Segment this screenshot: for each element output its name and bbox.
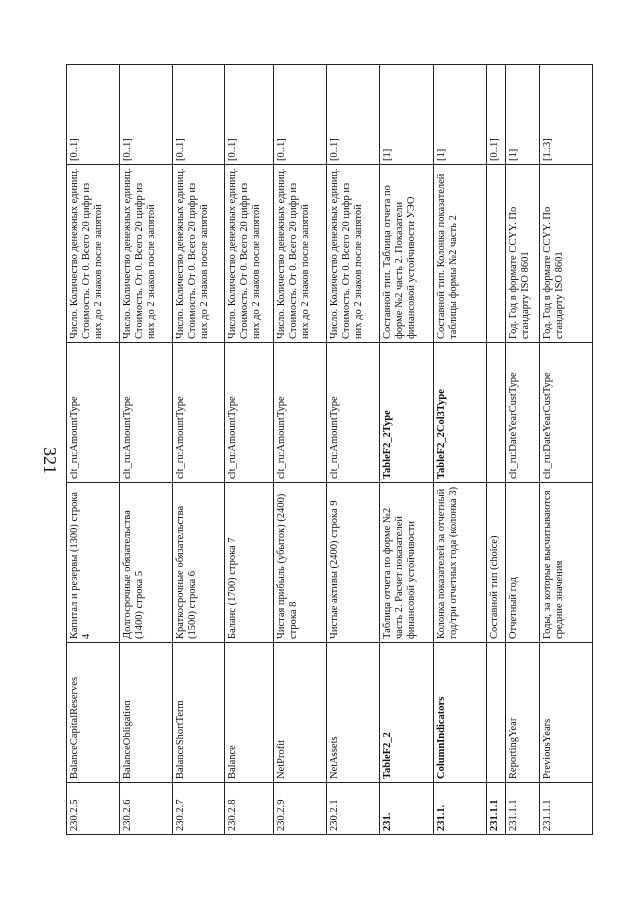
cell-mult: [0..1] [273, 65, 326, 165]
cell-num: 230.2.8 [225, 783, 274, 835]
cell-notes: Число. Количество денежных единиц. Стоимость. От 0. Всего 20 цифр из них до 2 знаков после запятой [326, 165, 379, 343]
table-row [172, 65, 225, 835]
cell-desc: Баланс (1700) строка 7 [225, 483, 274, 643]
cell-mult: [0..1] [225, 65, 274, 165]
cell-desc: Составной тип (choice) [487, 483, 506, 643]
cell-num: 231.1.1 [540, 783, 593, 835]
table-row [119, 65, 172, 835]
cell-notes: Год. Год в формате CCYY. По стандарту ISO 8601 [540, 165, 593, 343]
cell-num: 231.1. [434, 783, 487, 835]
cell-type [487, 343, 506, 483]
cell-field: NetAssets [326, 643, 379, 783]
cell-field: BalanceCapitalReserves [67, 643, 120, 783]
cell-desc: Чистые активы (2400) строка 9 [326, 483, 379, 643]
cell-desc: Колонка показателей за отчетный год/три отчетных года (колонка 3) [434, 483, 487, 643]
table-row [506, 65, 540, 835]
cell-notes: Число. Количество денежных единиц. Стоимость. От 0. Всего 20 цифр из них до 2 знаков после запятой [119, 165, 172, 343]
cell-num: 231.1.1 [487, 783, 506, 835]
cell-type: clt_ru:AmountType [326, 343, 379, 483]
table-row [434, 65, 487, 835]
cell-num: 231.1.1 [506, 783, 540, 835]
cell-field: ReportingYear [506, 643, 540, 783]
page-number: 321 [40, 447, 60, 474]
cell-field: PreviousYears [540, 643, 593, 783]
cell-num: 230.2.9 [273, 783, 326, 835]
cell-mult: [1] [379, 65, 434, 165]
cell-type: TableF2_2Type [379, 343, 434, 483]
cell-field: ColumnIndicators [434, 643, 487, 783]
cell-field: NetProfit [273, 643, 326, 783]
cell-notes: Число. Количество денежных единиц. Стоимость. От 0. Всего 20 цифр из них до 2 знаков после запятой [273, 165, 326, 343]
cell-type: clt_ru:AmountType [273, 343, 326, 483]
cell-field: Balance [225, 643, 274, 783]
cell-desc: Чистая прибыль (убыток) (2400) строка 8 [273, 483, 326, 643]
cell-mult: [0..1] [67, 65, 120, 165]
cell-mult: [0..1] [326, 65, 379, 165]
cell-desc: Долгосрочные обязательства (1400) строка 5 [119, 483, 172, 643]
cell-field: TableF2_2 [379, 643, 434, 783]
cell-num: 231. [379, 783, 434, 835]
cell-type: clt_ru:AmountType [172, 343, 225, 483]
cell-notes: Составной тип. Таблица отчета по форме №2 часть 2. Показатели финансовой устойчивости УЭО [379, 165, 434, 343]
cell-type: clt_ru:DateYearCustType [540, 343, 593, 483]
table-row [326, 65, 379, 835]
table-row [379, 65, 434, 835]
cell-desc: Годы, за которые высчитываются средние значения [540, 483, 593, 643]
cell-type: clt_ru:DateYearCustType [506, 343, 540, 483]
table-row [487, 65, 506, 835]
cell-mult: [1] [506, 65, 540, 165]
cell-desc: Капитал и резервы (1300) строка 4 [67, 483, 120, 643]
cell-notes: Число. Количество денежных единиц. Стоимость. От 0. Всего 20 цифр из них до 2 знаков после запятой [67, 165, 120, 343]
cell-type: clt_ru:AmountType [67, 343, 120, 483]
cell-mult: [1] [434, 65, 487, 165]
cell-notes: Год. Год в формате CCYY. По стандарту ISO 8601 [506, 165, 540, 343]
cell-num: 230.2.6 [119, 783, 172, 835]
cell-mult: [0..1] [172, 65, 225, 165]
cell-field: BalanceShortTerm [172, 643, 225, 783]
cell-mult: [1..3] [540, 65, 593, 165]
cell-notes [487, 165, 506, 343]
cell-desc: Таблица отчета по форме №2 часть 2. Расчет показателей финансовой устойчивости [379, 483, 434, 643]
cell-mult: [0..1] [119, 65, 172, 165]
cell-type: clt_ru:AmountType [225, 343, 274, 483]
data-table [66, 64, 593, 835]
cell-desc: Отчетный год [506, 483, 540, 643]
cell-notes: Число. Количество денежных единиц. Стоимость. От 0. Всего 20 цифр из них до 2 знаков после запятой [225, 165, 274, 343]
cell-num: 230.2.7 [172, 783, 225, 835]
cell-type: TableF2_2Col3Type [434, 343, 487, 483]
cell-field: BalanceObligation [119, 643, 172, 783]
cell-notes: Число. Количество денежных единиц. Стоимость. От 0. Всего 20 цифр из них до 2 знаков после запятой [172, 165, 225, 343]
cell-mult: [0..1] [487, 65, 506, 165]
table-row [540, 65, 593, 835]
cell-field [487, 643, 506, 783]
rotated-table-container [66, 65, 593, 835]
cell-notes: Составной тип. Колонка показателей таблицы формы №2 часть 2 [434, 165, 487, 343]
cell-num: 230.2.1 [326, 783, 379, 835]
cell-num: 230.2.5 [67, 783, 120, 835]
cell-type: clt_ru:AmountType [119, 343, 172, 483]
table-row [273, 65, 326, 835]
cell-desc: Краткосрочные обязательства (1500) строка 6 [172, 483, 225, 643]
table-row [67, 65, 120, 835]
table-row [225, 65, 274, 835]
